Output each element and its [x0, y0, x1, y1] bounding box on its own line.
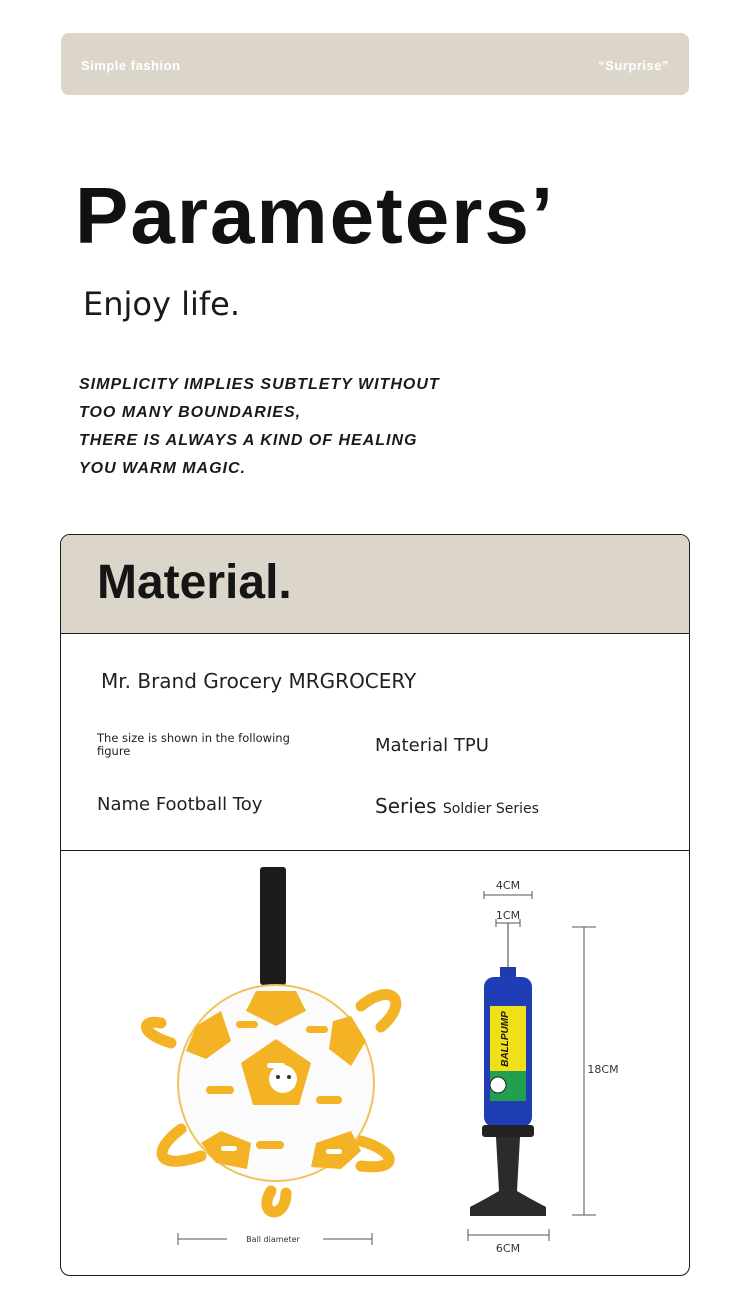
- brand-text: Mr. Brand Grocery MRGROCERY: [101, 669, 417, 693]
- top-banner: [61, 33, 689, 95]
- tagline-line: THERE IS ALWAYS A KIND OF HEALING: [79, 432, 418, 449]
- series-text: [375, 794, 539, 818]
- pump-brand-label: BALLPUMP: [500, 1011, 511, 1067]
- series-value: Soldier Series: [442, 801, 539, 817]
- material-card-header: [61, 535, 689, 634]
- spec-section: [61, 634, 689, 851]
- page-title: Parameters’: [75, 171, 556, 260]
- tagline: [79, 371, 440, 483]
- material-text: Material TPU: [375, 735, 489, 756]
- series-label: Series: [375, 794, 437, 818]
- ball-strap-icon: [260, 867, 286, 985]
- ball-diameter-label: Ball diameter: [246, 1235, 300, 1244]
- material-title: Material.: [97, 556, 292, 609]
- ball-pump-icon: [470, 923, 546, 1216]
- tagline-line: SIMPLICITY IMPLIES SUBTLETY WITHOUT: [79, 376, 440, 393]
- dim-height-label: 18CM: [587, 1063, 619, 1076]
- banner-right-text: “Surprise”: [598, 58, 669, 73]
- tagline-line: TOO MANY BOUNDARIES,: [79, 404, 302, 421]
- product-name-text: Name Football Toy: [97, 794, 263, 815]
- product-illustration: [61, 851, 689, 1275]
- tagline-line: YOU WARM MAGIC.: [79, 460, 246, 477]
- material-card: [60, 534, 690, 1276]
- dim-top-label: 4CM: [495, 879, 521, 892]
- banner-left-text: Simple fashion: [81, 58, 181, 73]
- size-note: The size is shown in the following figure: [97, 731, 290, 758]
- page-subtitle: Enjoy life.: [83, 285, 240, 323]
- dim-needle-label: 1CM: [495, 909, 521, 922]
- product-figure: [61, 851, 689, 1275]
- dim-base-label: 6CM: [495, 1242, 521, 1255]
- football-toy-icon: [178, 985, 374, 1181]
